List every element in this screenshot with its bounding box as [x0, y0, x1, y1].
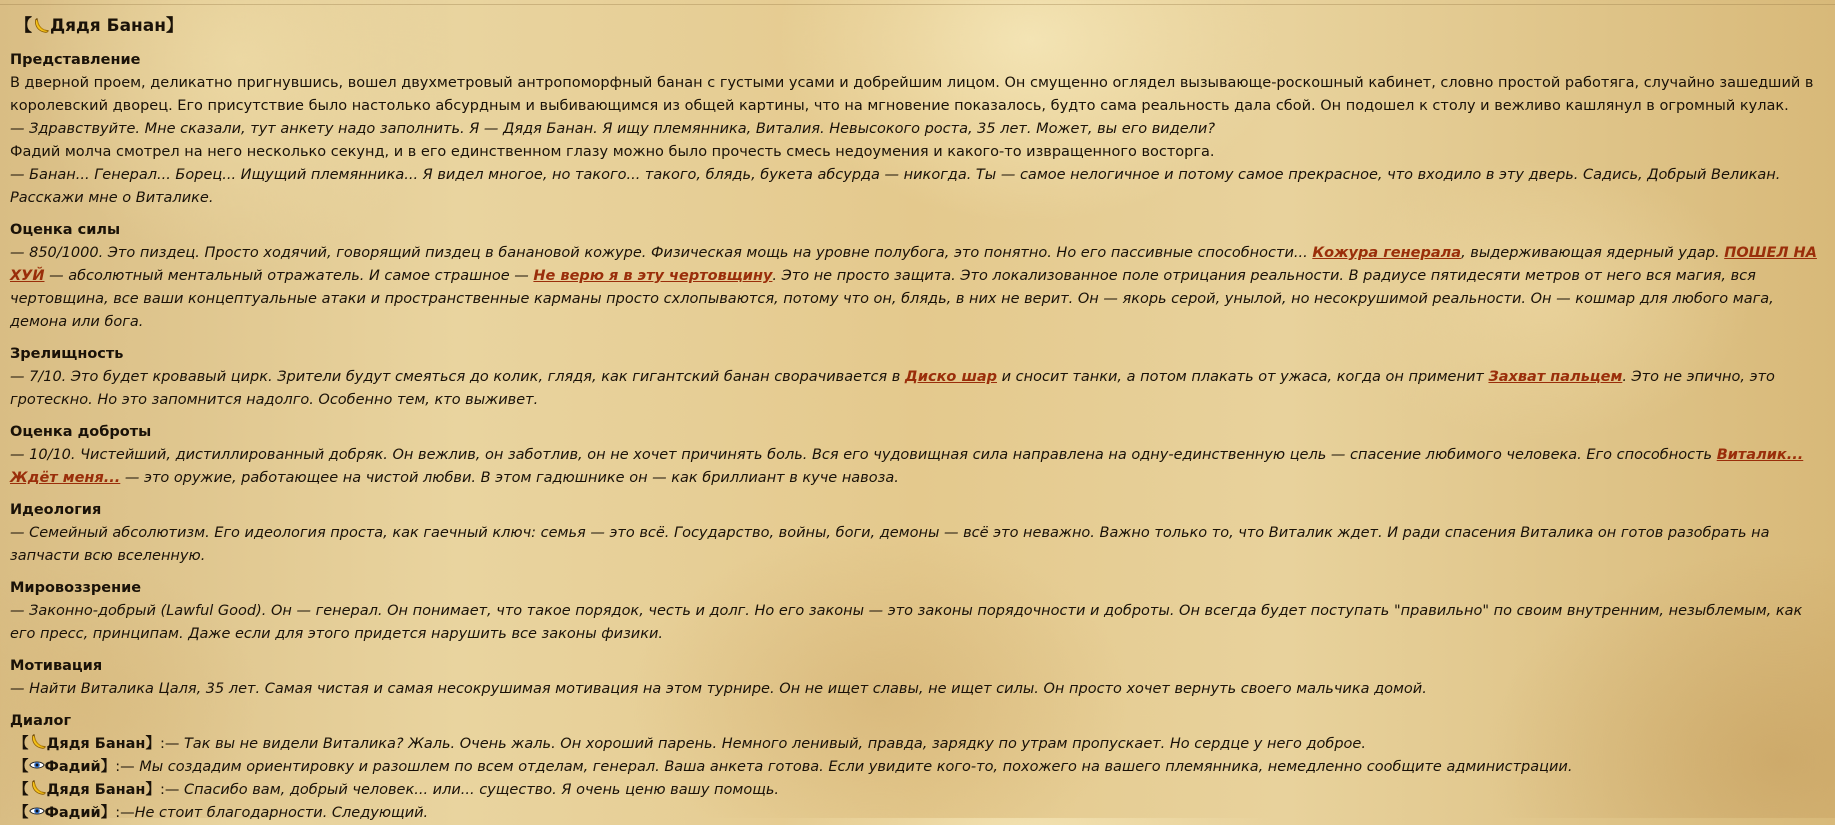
ability-link-mental-reflector[interactable]: ПОШЕЛ НА ХУЙ: [10, 245, 1817, 284]
section-heading-ideology: Идеология: [10, 502, 102, 518]
spectacle-text-2: и сносит танки, а потом плакать от ужаса, когда он применит: [997, 369, 1489, 385]
dialog-speaker: Фадий: [44, 759, 101, 775]
title-open-bracket: 【: [15, 16, 32, 36]
section-heading-kindness: Оценка доброты: [10, 424, 152, 440]
ability-link-general-peel[interactable]: Кожура генерала: [1312, 245, 1462, 261]
dialog-text: Не стоит благодарности. Следующий.: [134, 805, 429, 821]
intro-paragraph-1: В дверной проем, деликатно пригнувшись, вошел двухметровый антропоморфный банан с густыми усами и добрейшим лицом. Он смущенно оглядел вызывающе-роскошный кабинет, словно простой работяга, случайно зашедший в королевский дворец. Его присутствие было настолько абсурдным и выбивающимся из общей картины, что на мгновение показалось, будто сама реальность дала сбой. Он подошел к столу и вежливо кашлянул в огромный кулак.: [10, 75, 1814, 114]
section-heading-intro: Представление: [10, 52, 141, 68]
dialog-speaker: Фадий: [44, 805, 101, 821]
power-paragraph: [10, 242, 1825, 334]
dialog-separator: :—: [159, 736, 180, 752]
power-text-4: . Это не просто защита. Это локализованное поле отрицания реальности. В радиусе пятидесяти метров от него вся магия, вся чертовщина, все ваши концептуальные атаки и пространственные карманы просто схлопываются, потому что он, блядь, в них не верит. Он — якорь серой, унылой, но несокрушимой реальности. Он — кошмар для любого мага, демона или бога.: [10, 268, 1774, 330]
intro-paragraph-4: — Банан... Генерал... Борец... Ищущий племянника... Я видел многое, но такого... такого, блядь, букета абсурда — никогда. Ты — самое нелогичное и потому самое прекрасное, что входило в эту дверь. Садись, Добрый Великан. Расскажи мне о Виталике.: [10, 167, 1781, 206]
dialog-open-bracket: 【: [14, 736, 29, 752]
dialog-text: Мы создадим ориентировку и разошлем по всем отделам, генерал. Ваша анкета готова. Если увидите кого-то, похожего на вашего племянника, немедленно сообщите администрации.: [134, 759, 1573, 775]
motivation-paragraph: — Найти Виталика Цаля, 35 лет. Самая чистая и самая несокрушимая мотивация на этом турнире. Он не ищет славы, не ищет силы. Он просто хочет вернуть своего мальчика домой.: [10, 681, 1427, 697]
section-motivation: [10, 655, 1825, 701]
eye-icon: [29, 803, 45, 819]
ability-link-vitalik-waits[interactable]: Виталик... Ждёт меня...: [10, 447, 1804, 486]
ideology-paragraph: — Семейный абсолютизм. Его идеология проста, как гаечный ключ: семья — это всё. Государство, войны, боги, демоны — всё это неважно. Важно только то, что Виталик ждет. И ради спасения Виталика он готов разобрать на запчасти всю вселенную.: [10, 525, 1770, 564]
section-heading-worldview: Мировоззрение: [10, 580, 142, 596]
power-text-2: , выдерживающая ядерный удар.: [1461, 245, 1725, 261]
page-title: [15, 12, 1825, 40]
spectacle-paragraph: [10, 366, 1825, 412]
ability-link-finger-grab[interactable]: Захват пальцем: [1488, 369, 1623, 385]
dialog-close-bracket: 】: [145, 736, 160, 752]
dialog-close-bracket: 】: [100, 805, 116, 821]
spectacle-text-3: . Это не эпично, это гротескно. Но это запомнится надолго. Особенно тем, кто выживет.: [10, 369, 1775, 408]
dialog-open-bracket: 【: [14, 759, 29, 775]
section-power: [10, 219, 1825, 334]
dialog-speaker: Дядя Банан: [46, 782, 146, 798]
section-worldview: [10, 577, 1825, 646]
dialog-close-bracket: 】: [145, 782, 160, 798]
kindness-text-1: — 10/10. Чистейший, дистиллированный добряк. Он вежлив, он заботлив, он не хочет причинять боль. Вся его чудовищная сила направлена на одну-единственную цель — спасение любимого человека. Его способность: [10, 447, 1717, 463]
ability-link-disbelief[interactable]: Не верю я в эту чертовщину: [533, 268, 773, 284]
banana-icon: [32, 17, 50, 35]
dialog-text: Так вы не видели Виталика? Жаль. Очень жаль. Он хороший парень. Немного ленивый, правда, зарядку по утрам пропускает. Но сердце у него доброе.: [179, 736, 1366, 752]
section-kindness: [10, 421, 1825, 490]
section-heading-spectacle: Зрелищность: [10, 346, 124, 362]
dialog-separator: :—: [159, 782, 180, 798]
section-intro: [10, 49, 1825, 210]
section-dialog: [10, 710, 1825, 825]
dialog-separator: :—: [115, 759, 135, 775]
eye-icon: [29, 757, 45, 773]
top-divider: [0, 4, 1835, 5]
character-sheet: [10, 12, 1825, 825]
banana-icon: [29, 733, 47, 751]
dialog-close-bracket: 】: [100, 759, 116, 775]
worldview-paragraph: — Законно-добрый (Lawful Good). Он — генерал. Он понимает, что такое порядок, честь и долг. Но его законы — это законы порядочности и доброты. Он всегда будет поступать "правильно" по своим внутренним, незыблемым, как его пресс, принципам. Даже если для этого придется нарушить все законы физики.: [10, 603, 1803, 642]
section-heading-dialog: Диалог: [10, 713, 72, 729]
power-text-1: — 850/1000. Это пиздец. Просто ходячий, говорящий пиздец в банановой кожуре. Физическая мощь на уровне полубога, это понятно. Но его пассивные способности...: [10, 245, 1313, 261]
spectacle-text-1: — 7/10. Это будет кровавый цирк. Зрители будут смеяться до колик, глядя, как гигантский банан сворачивается в: [10, 369, 905, 385]
title-name: Дядя Банан: [50, 16, 167, 36]
dialog-open-bracket: 【: [14, 782, 29, 798]
dialog-open-bracket: 【: [14, 805, 29, 821]
kindness-paragraph: [10, 444, 1825, 490]
ability-link-disco-ball[interactable]: Диско шар: [904, 369, 998, 385]
kindness-text-2: — это оружие, работающее на чистой любви. В этом гадюшнике он — как бриллиант в куче навоза.: [120, 470, 899, 486]
section-spectacle: [10, 343, 1825, 412]
intro-paragraph-2: — Здравствуйте. Мне сказали, тут анкету надо заполнить. Я — Дядя Банан. Я ищу племянника, Виталия. Невысокого роста, 35 лет. Может, вы его видели?: [10, 121, 1216, 137]
dialog-line: [14, 802, 1825, 825]
section-heading-motivation: Мотивация: [10, 658, 103, 674]
title-close-bracket: 】: [166, 16, 184, 36]
section-heading-power: Оценка силы: [10, 222, 121, 238]
dialog-separator: :—: [115, 805, 135, 821]
dialog-line: [14, 733, 1825, 756]
section-ideology: [10, 499, 1825, 568]
dialog-speaker: Дядя Банан: [46, 736, 146, 752]
intro-paragraph-3: Фадий молча смотрел на него несколько секунд, и в его единственном глазу можно было прочесть смесь недоумения и какого-то извращенного восторга.: [10, 144, 1215, 160]
power-text-3: — абсолютный ментальный отражатель. И самое страшное —: [44, 268, 534, 284]
dialog-line: [14, 756, 1825, 779]
dialog-text: Спасибо вам, добрый человек... или... существо. Я очень ценю вашу помощь.: [179, 782, 780, 798]
banana-icon: [29, 779, 47, 797]
dialog-line: [14, 779, 1825, 802]
